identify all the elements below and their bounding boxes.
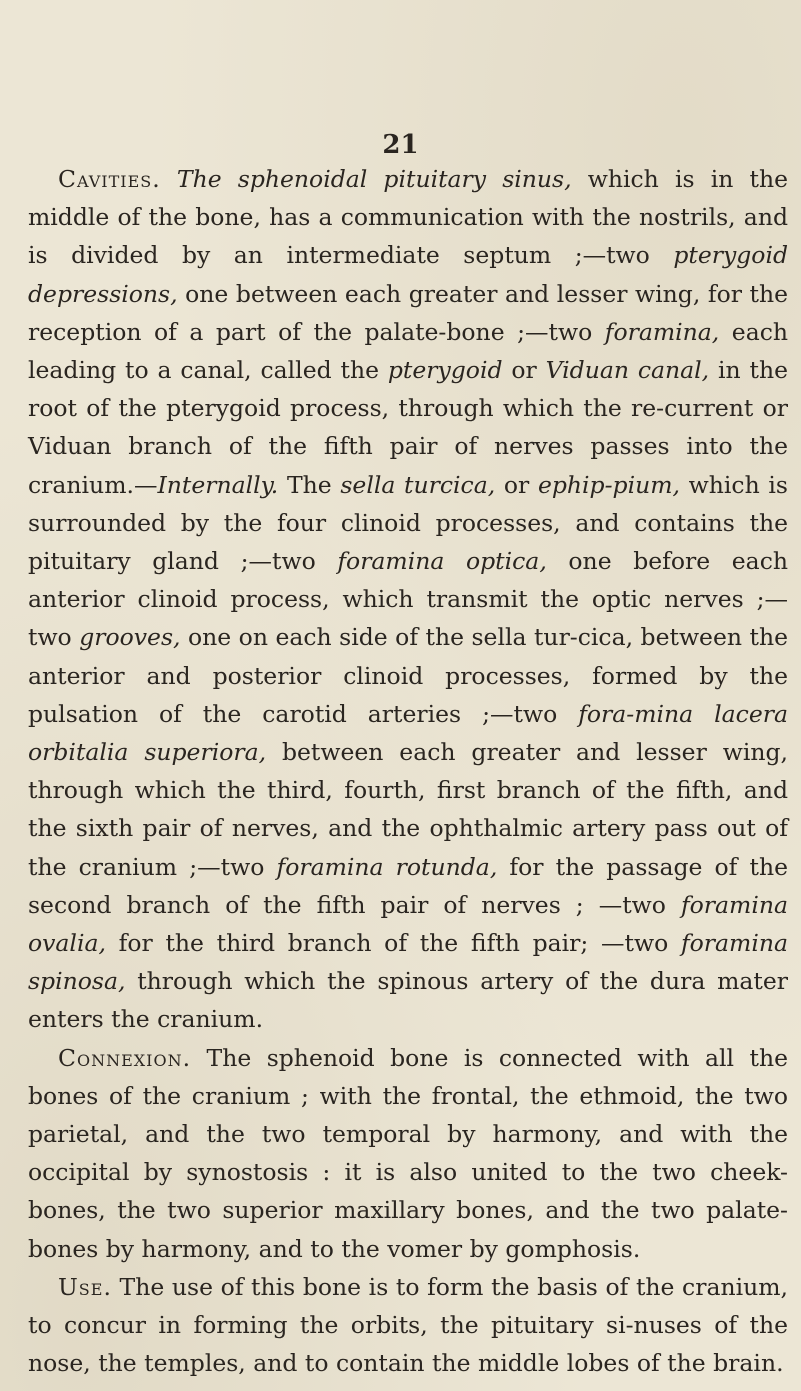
italic-term: grooves, <box>79 623 181 652</box>
text-run: or <box>495 470 538 499</box>
text-run: one on each side of the sella tur-cica, between the anterior and posterior clinoid processes, formed by the pulsation of the carotid arteries ;—two <box>28 623 788 728</box>
italic-term: foramina spinosa, <box>28 929 788 996</box>
paragraph <box>28 160 788 1039</box>
italic-term: foramina rotunda, <box>276 852 498 881</box>
text-run: in the root of the pterygoid process, through which the re-current or Viduan branch of the fifth pair of nerves passes into the cranium.— <box>28 356 789 499</box>
text-run: The <box>278 470 341 499</box>
italic-term: pterygoid <box>387 356 503 385</box>
section-heading: Cavities. <box>58 165 161 193</box>
italic-term: foramina, <box>604 317 720 346</box>
text-run: for the passage of the second branch of the fifth pair of nerves ; —two <box>28 852 789 919</box>
text-run: for the third branch of the fifth pair; —two <box>105 929 681 958</box>
text-run: one before each anterior clinoid process, which transmit the optic nerves ;—two <box>28 547 788 652</box>
text-run: The use of this bone is to form the basis of the cranium, to concur in forming the orbits, the pituitary si-nuses of the nose, the temples, and to contain the middle lobes of the brain. <box>28 1272 788 1378</box>
section-heading: Connexion. <box>58 1043 192 1072</box>
italic-term: sella turcica, <box>340 470 496 499</box>
section-heading: Use. <box>58 1272 112 1301</box>
text-run: which is surrounded by the four clinoid processes, and contains the pituitary gland ;—two <box>28 470 788 576</box>
text-run: between each greater and lesser wing, through which the third, fourth, first branch of the fifth, and the sixth pair of nerves, and the ophthalmic artery pass out of the cranium ;—two <box>28 738 788 881</box>
italic-term: Viduan canal, <box>545 356 710 385</box>
page-number: 21 <box>382 130 419 160</box>
text-run: or <box>502 356 546 385</box>
italic-term: The sphenoidal pituitary sinus, <box>176 165 572 193</box>
text-run: each leading to a canal, called the <box>28 317 789 385</box>
paragraph <box>28 1039 788 1268</box>
italic-term: pterygoid depressions, <box>28 241 788 308</box>
italic-term: Internally. <box>157 470 279 499</box>
body-text <box>28 160 788 1383</box>
italic-term: foramina ovalia, <box>28 890 788 958</box>
italic-term: ephip-pium, <box>537 470 680 499</box>
text-run: through which the spinous artery of the dura mater enters the cranium. <box>28 967 788 1034</box>
text-run: which is in the middle of the bone, has a communication with the nostrils, and is divided by an intermediate septum ;—two <box>28 165 788 270</box>
paragraph <box>28 1268 788 1383</box>
text-run <box>161 165 177 193</box>
text-run: one between each greater and lesser wing, for the reception of a part of the palate-bone ;—two <box>28 279 788 346</box>
italic-term: fora-mina lacera orbitalia superiora, <box>28 699 788 767</box>
italic-term: foramina optica, <box>337 547 547 576</box>
text-run: The sphenoid bone is connected with all the bones of the cranium ; with the frontal, the ethmoid, the two parietal, and the two temporal by harmony, and with the occipital by synostosis : it is also united to the two cheek-bones, the two superior maxillary bones, and the two palate-bones by harmony, and to the vomer by gomphosis. <box>28 1043 788 1263</box>
